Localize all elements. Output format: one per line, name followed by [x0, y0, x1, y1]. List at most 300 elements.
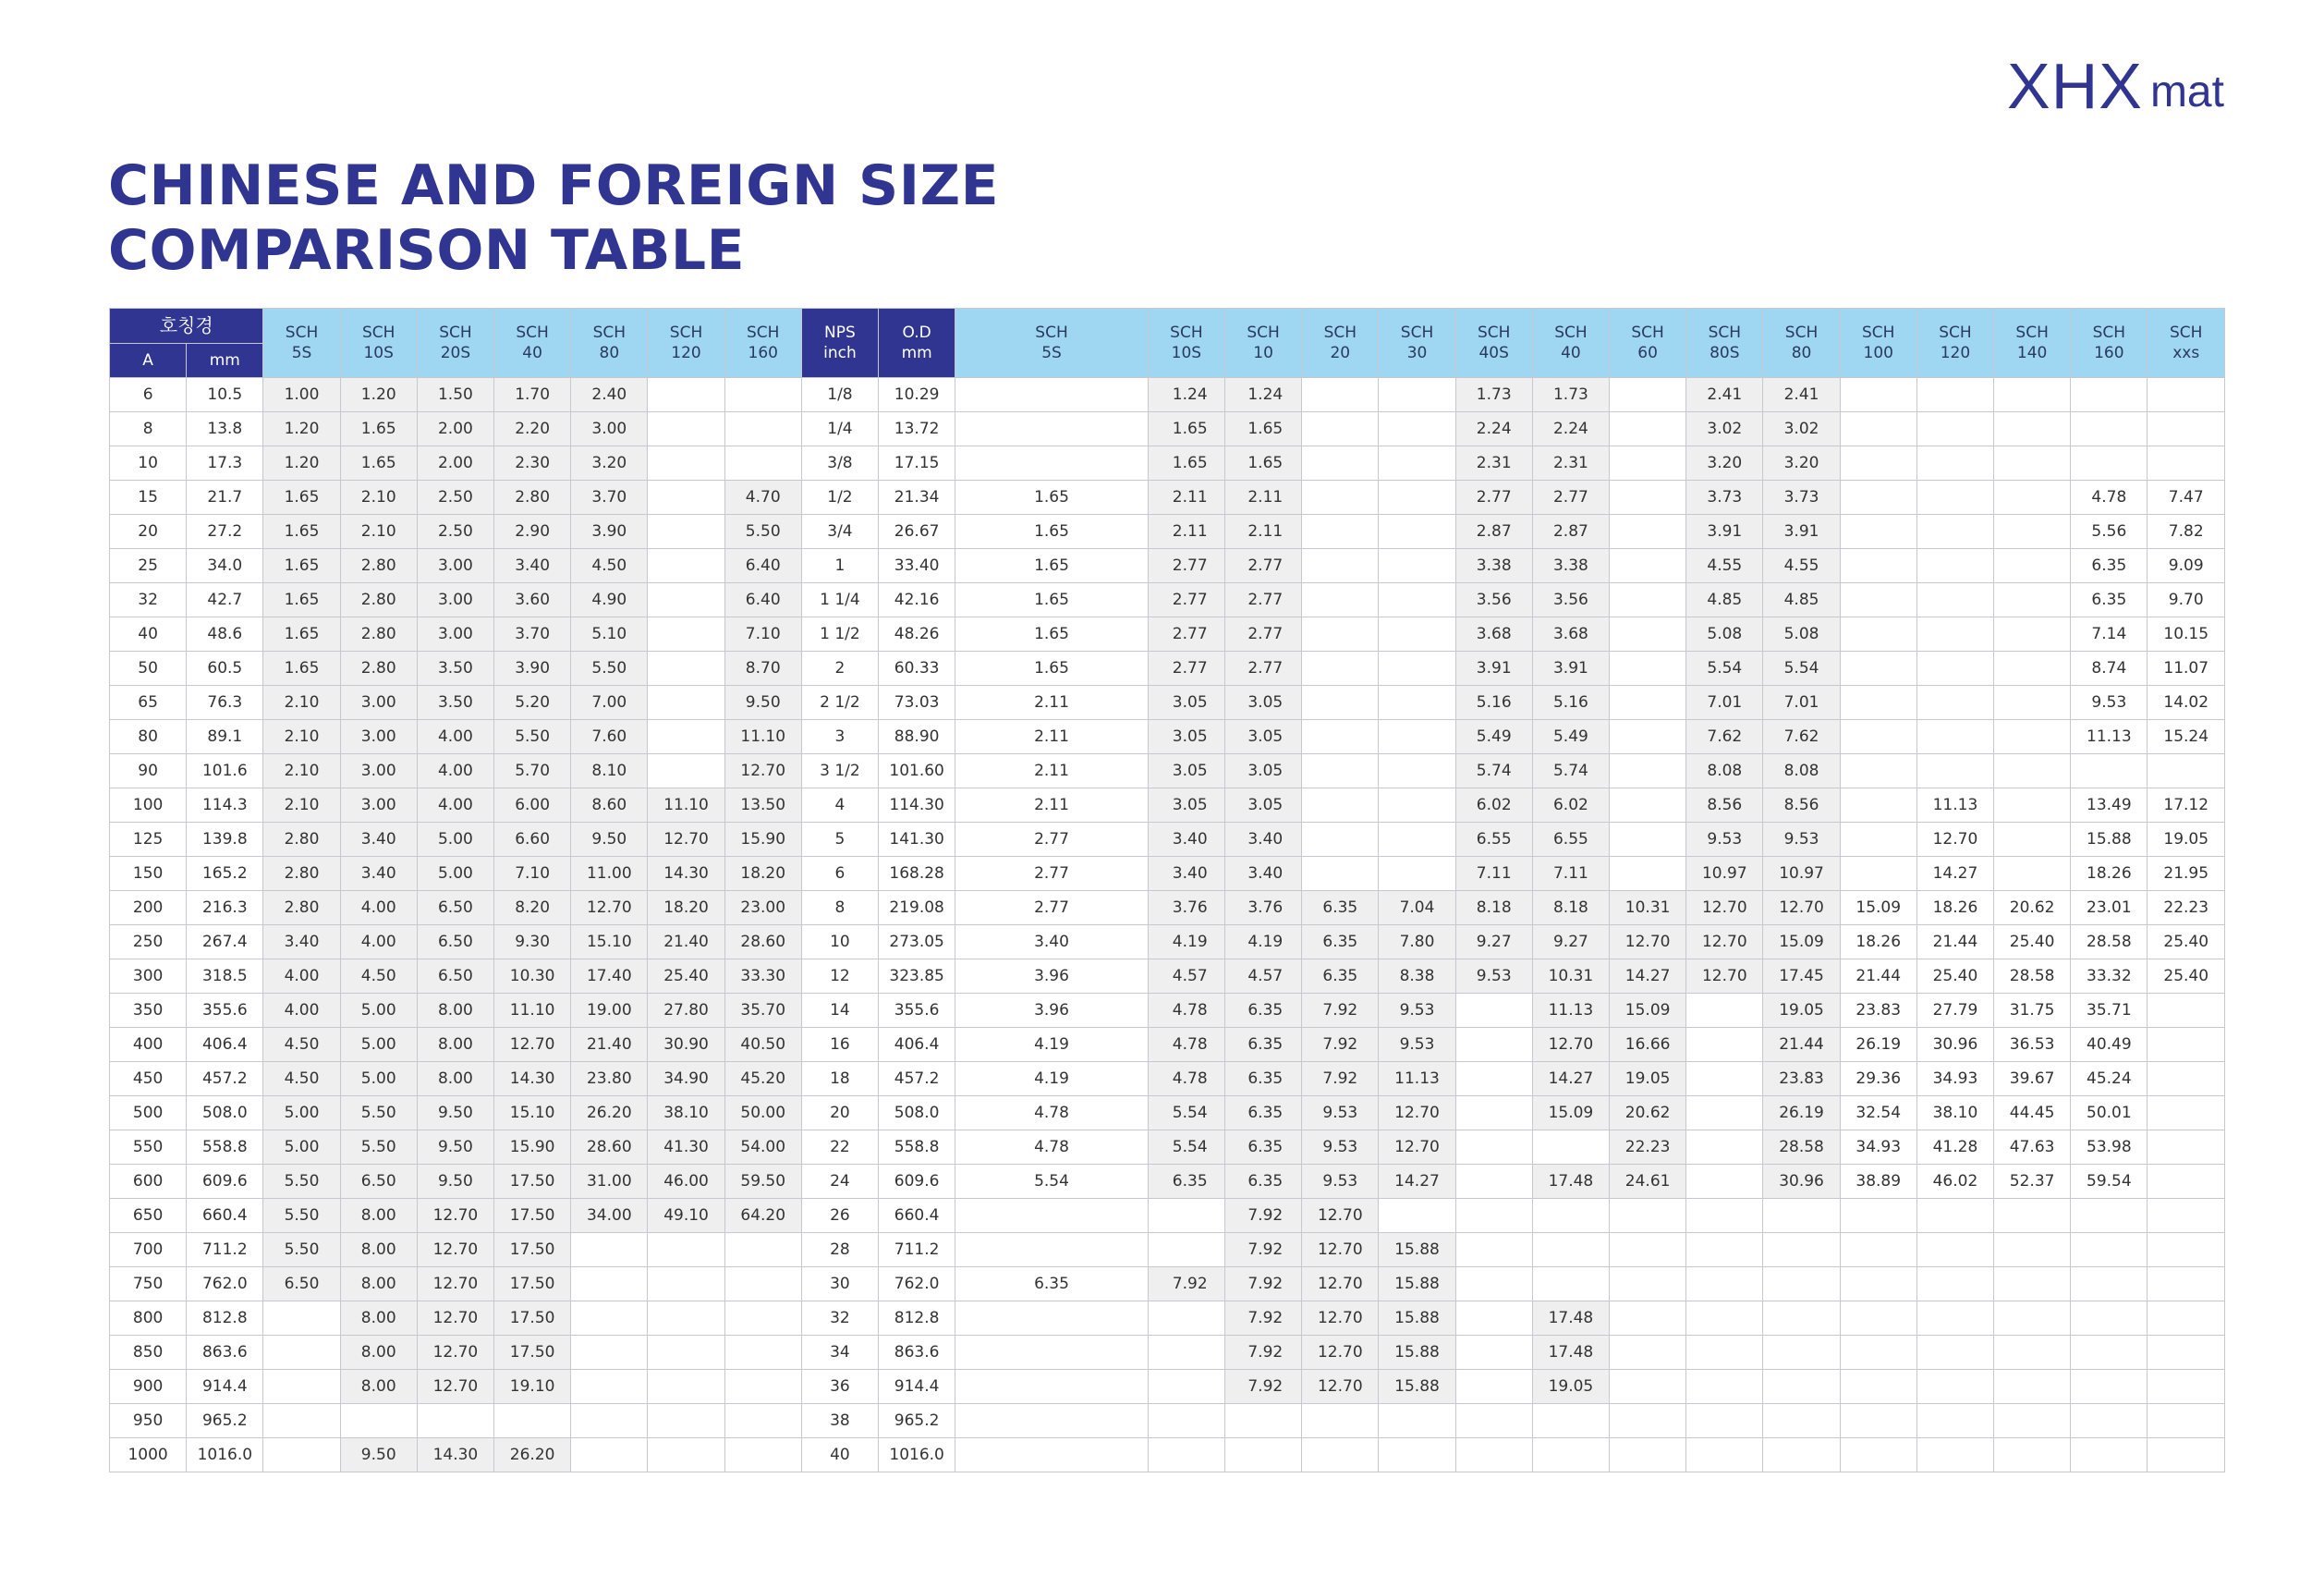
- column-header: [1302, 309, 1379, 378]
- column-header-top: SCH: [285, 324, 319, 342]
- table-cell: 3.40: [340, 823, 417, 857]
- table-cell: [955, 1336, 1149, 1370]
- column-header-bottom: 80: [1791, 344, 1812, 362]
- table-cell: 965.2: [187, 1404, 263, 1438]
- table-cell: 7.92: [1225, 1301, 1302, 1336]
- table-cell: 2.41: [1763, 378, 1840, 412]
- table-cell: 7.14: [2071, 617, 2148, 652]
- table-cell: 34.00: [571, 1199, 648, 1233]
- table-cell: 3.05: [1148, 754, 1224, 788]
- table-cell: 8.74: [2071, 652, 2148, 686]
- table-cell: 9.53: [1379, 994, 1455, 1028]
- table-cell: 3.91: [1455, 652, 1532, 686]
- table-cell: 3.00: [417, 583, 493, 617]
- table-cell: 12.70: [724, 754, 801, 788]
- table-cell: 3.00: [340, 788, 417, 823]
- table-cell: 101.6: [187, 754, 263, 788]
- column-header-top: SCH: [2015, 324, 2049, 342]
- table-cell: [1455, 1336, 1532, 1370]
- table-cell: 558.8: [187, 1130, 263, 1165]
- table-cell: [1610, 412, 1686, 446]
- table-cell: 20.62: [1994, 891, 2071, 925]
- table-cell: 7.62: [1763, 720, 1840, 754]
- column-header-bottom: 160: [748, 344, 778, 362]
- table-cell: 5.00: [263, 1130, 340, 1165]
- table-cell: 1.20: [263, 446, 340, 481]
- table-cell: 508.0: [187, 1096, 263, 1130]
- table-cell: 11.07: [2148, 652, 2225, 686]
- table-cell: 10.29: [879, 378, 955, 412]
- table-cell: 20.62: [1610, 1096, 1686, 1130]
- table-cell: 1016.0: [879, 1438, 955, 1472]
- table-cell: 500: [110, 1096, 187, 1130]
- table-cell: 14.27: [1610, 959, 1686, 994]
- table-cell: 406.4: [187, 1028, 263, 1062]
- table-cell: [1148, 1233, 1224, 1267]
- table-cell: 7.11: [1532, 857, 1609, 891]
- column-header-top: SCH: [1400, 324, 1434, 342]
- table-cell: 4.57: [1148, 959, 1224, 994]
- table-cell: 3.40: [1225, 857, 1302, 891]
- table-cell: 10.30: [494, 959, 571, 994]
- table-cell: 550: [110, 1130, 187, 1165]
- table-cell: [1379, 446, 1455, 481]
- table-cell: [2148, 1370, 2225, 1404]
- table-cell: [1994, 1370, 2071, 1404]
- table-cell: [1379, 788, 1455, 823]
- table-cell: 3.00: [417, 549, 493, 583]
- table-cell: 17.3: [187, 446, 263, 481]
- column-header-top: SCH: [1170, 324, 1203, 342]
- table-cell: [1686, 1130, 1763, 1165]
- table-cell: 7.92: [1302, 1062, 1379, 1096]
- table-cell: [1302, 378, 1379, 412]
- table-cell: 5.74: [1532, 754, 1609, 788]
- table-cell: 17.50: [494, 1267, 571, 1301]
- table-cell: 14.27: [1532, 1062, 1609, 1096]
- column-header-bottom: inch: [823, 344, 857, 362]
- table-cell: 2 1/2: [801, 686, 878, 720]
- table-cell: 33.40: [879, 549, 955, 583]
- column-header-top: NPS: [824, 324, 856, 342]
- table-cell: 12.70: [1302, 1336, 1379, 1370]
- table-cell: [1840, 481, 1916, 515]
- column-header-bottom: 80: [599, 344, 620, 362]
- table-cell: 11.10: [724, 720, 801, 754]
- table-cell: [1610, 823, 1686, 857]
- table-cell: 34.93: [1916, 1062, 1993, 1096]
- table-row: [110, 754, 2225, 788]
- column-header-top: SCH: [439, 324, 472, 342]
- table-cell: 4.00: [417, 788, 493, 823]
- table-cell: [2148, 378, 2225, 412]
- table-cell: 12.70: [1379, 1130, 1455, 1165]
- table-cell: [2148, 1096, 2225, 1130]
- table-cell: 14.30: [494, 1062, 571, 1096]
- table-cell: 609.6: [879, 1165, 955, 1199]
- table-cell: 1.65: [263, 583, 340, 617]
- column-header: [1532, 309, 1609, 378]
- table-cell: [2148, 1336, 2225, 1370]
- table-cell: 2.11: [1225, 515, 1302, 549]
- table-cell: 2.24: [1532, 412, 1609, 446]
- table-cell: 11.13: [2071, 720, 2148, 754]
- table-cell: 5.50: [340, 1096, 417, 1130]
- table-cell: 6.35: [2071, 583, 2148, 617]
- table-cell: [1610, 857, 1686, 891]
- table-cell: 12.70: [1302, 1301, 1379, 1336]
- table-cell: 8.10: [571, 754, 648, 788]
- table-cell: [1148, 1336, 1224, 1370]
- table-cell: 650: [110, 1199, 187, 1233]
- table-cell: 1.73: [1455, 378, 1532, 412]
- table-cell: 25.40: [648, 959, 724, 994]
- table-body: [110, 378, 2225, 1472]
- table-cell: 2.24: [1455, 412, 1532, 446]
- table-cell: 60.33: [879, 652, 955, 686]
- table-cell: 1/8: [801, 378, 878, 412]
- table-cell: 2.80: [263, 857, 340, 891]
- table-cell: 24.61: [1610, 1165, 1686, 1199]
- table-row: [110, 1301, 2225, 1336]
- table-cell: [2071, 754, 2148, 788]
- table-cell: [648, 583, 724, 617]
- table-cell: 4.78: [955, 1130, 1149, 1165]
- table-cell: 9.53: [1379, 1028, 1455, 1062]
- table-cell: [1302, 823, 1379, 857]
- table-cell: 12.70: [1302, 1199, 1379, 1233]
- table-cell: 2.77: [1148, 583, 1224, 617]
- table-cell: 1.00: [263, 378, 340, 412]
- table-row: [110, 1199, 2225, 1233]
- table-cell: 15.10: [571, 925, 648, 959]
- table-cell: [2071, 1267, 2148, 1301]
- table-cell: 17.50: [494, 1165, 571, 1199]
- column-header-top: SCH: [1554, 324, 1588, 342]
- table-cell: 6.40: [724, 549, 801, 583]
- table-cell: 5.54: [1148, 1096, 1224, 1130]
- table-cell: 12.70: [417, 1267, 493, 1301]
- table-cell: 30.96: [1916, 1028, 1993, 1062]
- table-cell: 28.60: [724, 925, 801, 959]
- column-header: [494, 309, 571, 378]
- column-header-bottom: 40: [1561, 344, 1581, 362]
- table-cell: 3.05: [1225, 754, 1302, 788]
- table-cell: 3.70: [571, 481, 648, 515]
- table-cell: 23.01: [2071, 891, 2148, 925]
- table-cell: [2148, 412, 2225, 446]
- table-cell: 1.20: [340, 378, 417, 412]
- table-cell: [2071, 412, 2148, 446]
- table-cell: [955, 1301, 1149, 1336]
- table-cell: 2.80: [340, 583, 417, 617]
- table-cell: 23.80: [571, 1062, 648, 1096]
- table-cell: 660.4: [187, 1199, 263, 1233]
- table-row: [110, 1336, 2225, 1370]
- table-cell: [1686, 1438, 1763, 1472]
- table-cell: [1686, 1199, 1763, 1233]
- table-cell: 4.90: [571, 583, 648, 617]
- table-cell: 8.00: [417, 1062, 493, 1096]
- table-cell: 6.00: [494, 788, 571, 823]
- table-cell: 9.27: [1455, 925, 1532, 959]
- table-cell: 17.12: [2148, 788, 2225, 823]
- table-cell: 2.50: [417, 481, 493, 515]
- table-cell: 19.05: [1610, 1062, 1686, 1096]
- table-cell: 10.31: [1532, 959, 1609, 994]
- table-cell: 9.09: [2148, 549, 2225, 583]
- table-cell: [1994, 857, 2071, 891]
- table-cell: 5.00: [417, 823, 493, 857]
- table-cell: 2.77: [1225, 549, 1302, 583]
- table-cell: 457.2: [879, 1062, 955, 1096]
- table-cell: 9.53: [2071, 686, 2148, 720]
- column-header: [571, 309, 648, 378]
- table-cell: [648, 446, 724, 481]
- table-cell: [724, 378, 801, 412]
- column-header-bottom: 5S: [291, 344, 312, 362]
- table-cell: 40: [801, 1438, 878, 1472]
- table-cell: 12.70: [1379, 1096, 1455, 1130]
- table-row: [110, 652, 2225, 686]
- table-cell: [1379, 857, 1455, 891]
- table-cell: [1610, 652, 1686, 686]
- table-cell: [648, 754, 724, 788]
- table-cell: [1610, 788, 1686, 823]
- table-cell: 5.00: [417, 857, 493, 891]
- table-cell: 1 1/2: [801, 617, 878, 652]
- table-cell: 27.80: [648, 994, 724, 1028]
- table-cell: [1610, 754, 1686, 788]
- table-cell: [1840, 1301, 1916, 1336]
- table-cell: 28.58: [1763, 1130, 1840, 1165]
- table-cell: [1302, 652, 1379, 686]
- table-cell: 10.5: [187, 378, 263, 412]
- column-header-bottom: 10: [1253, 344, 1273, 362]
- table-cell: 2.77: [1225, 583, 1302, 617]
- table-cell: 9.50: [340, 1438, 417, 1472]
- table-cell: [1994, 1199, 2071, 1233]
- table-cell: [2071, 1233, 2148, 1267]
- table-cell: [1532, 1130, 1609, 1165]
- table-cell: 3.91: [1532, 652, 1609, 686]
- table-cell: 4.78: [955, 1096, 1149, 1130]
- table-cell: 3.90: [571, 515, 648, 549]
- table-cell: [1994, 1267, 2071, 1301]
- table-cell: [1763, 1301, 1840, 1336]
- table-cell: 5.00: [340, 994, 417, 1028]
- table-cell: 3.56: [1532, 583, 1609, 617]
- table-cell: [1916, 583, 1993, 617]
- table-cell: [1686, 1267, 1763, 1301]
- table-cell: 46.02: [1916, 1165, 1993, 1199]
- table-cell: 141.30: [879, 823, 955, 857]
- table-cell: 12.70: [417, 1301, 493, 1336]
- table-cell: 21.44: [1840, 959, 1916, 994]
- table-cell: 355.6: [187, 994, 263, 1028]
- table-cell: 8: [801, 891, 878, 925]
- table-cell: 27.79: [1916, 994, 1993, 1028]
- table-cell: 2: [801, 652, 878, 686]
- table-cell: [263, 1404, 340, 1438]
- table-cell: [2148, 446, 2225, 481]
- table-cell: 3.96: [955, 994, 1149, 1028]
- table-cell: [1916, 617, 1993, 652]
- table-cell: [1455, 1028, 1532, 1062]
- table-cell: [1916, 446, 1993, 481]
- table-cell: 2.11: [1148, 515, 1224, 549]
- table-cell: 4.78: [1148, 1062, 1224, 1096]
- table-cell: [2071, 1370, 2148, 1404]
- table-cell: [648, 1370, 724, 1404]
- table-cell: 5.16: [1532, 686, 1609, 720]
- table-cell: [1302, 412, 1379, 446]
- column-header: [2071, 309, 2148, 378]
- table-cell: [1610, 617, 1686, 652]
- table-cell: [955, 1370, 1149, 1404]
- column-header-bottom: xxs: [2172, 344, 2200, 362]
- table-cell: 323.85: [879, 959, 955, 994]
- table-cell: [1302, 788, 1379, 823]
- column-header-top: SCH: [669, 324, 703, 342]
- table-cell: 4.00: [340, 891, 417, 925]
- table-cell: 5.56: [2071, 515, 2148, 549]
- table-cell: 139.8: [187, 823, 263, 857]
- table-cell: [1302, 754, 1379, 788]
- table-cell: 21.95: [2148, 857, 2225, 891]
- table-cell: 1.24: [1225, 378, 1302, 412]
- table-cell: [1916, 515, 1993, 549]
- table-cell: [1379, 549, 1455, 583]
- table-cell: 2.77: [1148, 652, 1224, 686]
- table-cell: 5.54: [1686, 652, 1763, 686]
- table-cell: 30: [801, 1267, 878, 1301]
- column-header-bottom: 120: [671, 344, 701, 362]
- table-cell: 17.15: [879, 446, 955, 481]
- table-row: [110, 959, 2225, 994]
- table-cell: 2.00: [417, 412, 493, 446]
- table-cell: [1686, 1370, 1763, 1404]
- table-cell: [1610, 446, 1686, 481]
- table-row: [110, 515, 2225, 549]
- table-row: [110, 1438, 2225, 1472]
- table-cell: [1840, 1438, 1916, 1472]
- table-cell: [1994, 823, 2071, 857]
- table-cell: [1686, 1301, 1763, 1336]
- table-cell: 26.19: [1763, 1096, 1840, 1130]
- table-cell: 7.92: [1148, 1267, 1224, 1301]
- table-cell: [648, 1233, 724, 1267]
- table-cell: 8.56: [1763, 788, 1840, 823]
- table-cell: 6.50: [340, 1165, 417, 1199]
- table-cell: 750: [110, 1267, 187, 1301]
- table-row: [110, 1096, 2225, 1130]
- table-cell: [2148, 1301, 2225, 1336]
- table-cell: 12.70: [1686, 891, 1763, 925]
- table-cell: 21.44: [1763, 1028, 1840, 1062]
- table-cell: 7.00: [571, 686, 648, 720]
- table-cell: 3.70: [494, 617, 571, 652]
- table-cell: [1455, 1267, 1532, 1301]
- table-cell: 7.47: [2148, 481, 2225, 515]
- table-cell: 2.11: [1225, 481, 1302, 515]
- table-row: [110, 1130, 2225, 1165]
- table-cell: 26.20: [494, 1438, 571, 1472]
- table-cell: 900: [110, 1370, 187, 1404]
- table-cell: 2.10: [263, 754, 340, 788]
- table-cell: 6.35: [1225, 1096, 1302, 1130]
- column-header: [724, 309, 801, 378]
- column-header: [263, 309, 340, 378]
- column-header-top: O.D: [902, 324, 931, 342]
- column-header-top: SCH: [361, 324, 395, 342]
- page-title: [108, 153, 999, 283]
- table-cell: 15.90: [724, 823, 801, 857]
- table-cell: 5.50: [494, 720, 571, 754]
- column-header-top: SCH: [1323, 324, 1357, 342]
- table-cell: 53.98: [2071, 1130, 2148, 1165]
- table-cell: 2.31: [1532, 446, 1609, 481]
- table-cell: 2.11: [955, 686, 1149, 720]
- table-cell: [1840, 583, 1916, 617]
- table-cell: [955, 446, 1149, 481]
- table-cell: 18.26: [2071, 857, 2148, 891]
- table-cell: [1916, 378, 1993, 412]
- table-cell: 406.4: [879, 1028, 955, 1062]
- table-cell: 12.70: [1302, 1267, 1379, 1301]
- table-cell: [955, 1199, 1149, 1233]
- table-cell: 711.2: [879, 1233, 955, 1267]
- table-cell: 100: [110, 788, 187, 823]
- table-cell: 4.00: [417, 720, 493, 754]
- table-cell: [1379, 481, 1455, 515]
- table-cell: 15.88: [2071, 823, 2148, 857]
- table-cell: 31.75: [1994, 994, 2071, 1028]
- table-cell: 32.54: [1840, 1096, 1916, 1130]
- table-cell: 914.4: [187, 1370, 263, 1404]
- table-cell: [1840, 652, 1916, 686]
- column-header-bottom: 40: [522, 344, 542, 362]
- table-cell: 28: [801, 1233, 878, 1267]
- table-cell: 8.00: [340, 1301, 417, 1336]
- table-cell: 39.67: [1994, 1062, 2071, 1096]
- table-cell: 5.00: [340, 1028, 417, 1062]
- table-cell: 4.00: [417, 754, 493, 788]
- table-cell: [1455, 1096, 1532, 1130]
- table-cell: 19.05: [1532, 1370, 1609, 1404]
- table-cell: [955, 412, 1149, 446]
- table-cell: 17.48: [1532, 1301, 1609, 1336]
- table-cell: [1840, 549, 1916, 583]
- table-cell: [263, 1336, 340, 1370]
- table-cell: 3.20: [1686, 446, 1763, 481]
- table-cell: 15.88: [1379, 1301, 1455, 1336]
- column-header: [801, 309, 878, 378]
- table-cell: 7.01: [1686, 686, 1763, 720]
- table-cell: 4.85: [1686, 583, 1763, 617]
- table-cell: 9.53: [1686, 823, 1763, 857]
- table-cell: 5.10: [571, 617, 648, 652]
- table-cell: 3.00: [340, 720, 417, 754]
- table-cell: 12.70: [1302, 1370, 1379, 1404]
- table-cell: 600: [110, 1165, 187, 1199]
- table-cell: [2071, 446, 2148, 481]
- table-cell: 2.20: [494, 412, 571, 446]
- table-cell: 2.77: [1225, 617, 1302, 652]
- table-cell: [2148, 1233, 2225, 1267]
- table-cell: 2.77: [1148, 617, 1224, 652]
- table-cell: [1763, 1233, 1840, 1267]
